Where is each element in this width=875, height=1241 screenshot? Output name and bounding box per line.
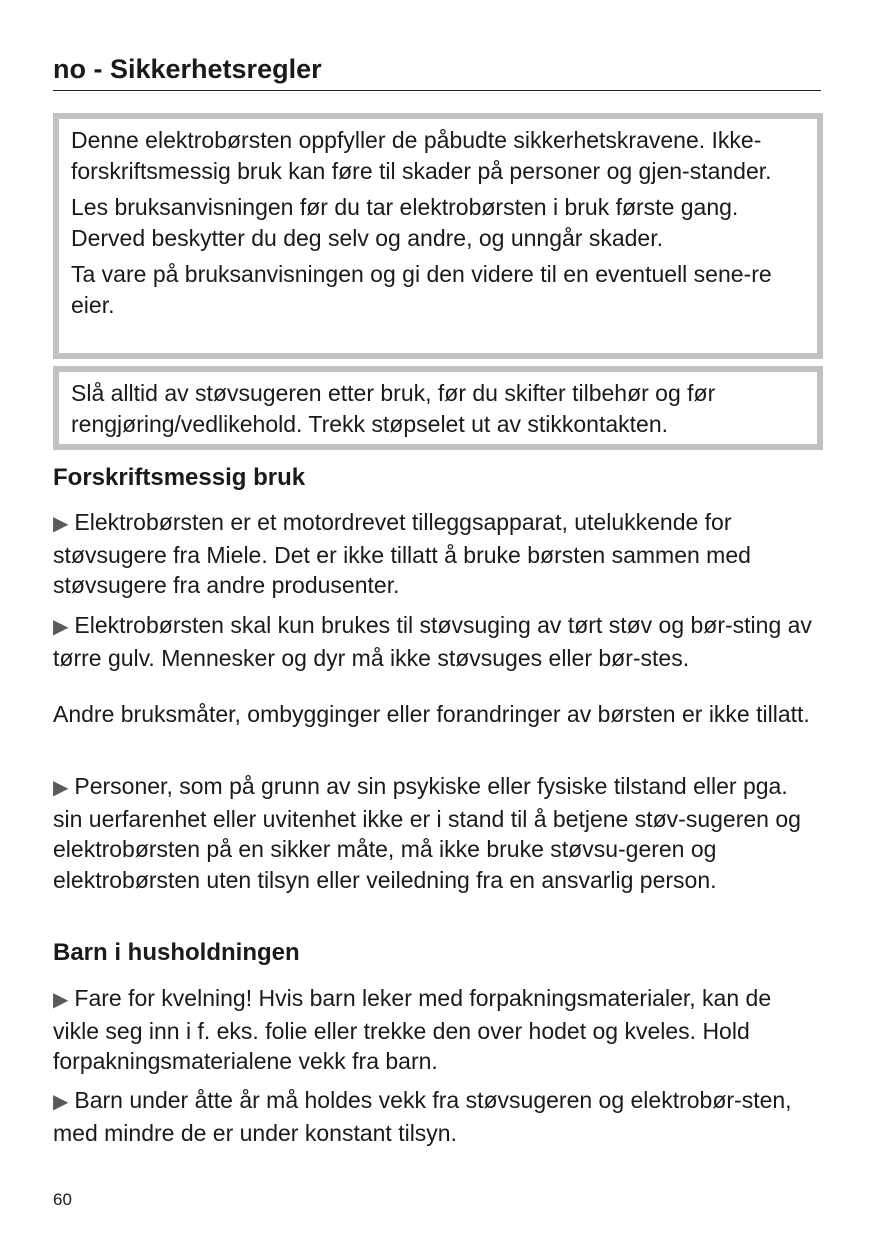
bullet-arrow-icon: ▶ xyxy=(53,616,69,638)
bullet-item: ▶ Fare for kvelning! Hvis barn leker med forpakningsmaterialer, kan de vikle seg inn i f. eks. folie eller trekke den over hodet og kveles. Hold forpakningsmaterialene vekk fra barn. xyxy=(53,985,772,1074)
bullet-arrow-icon: ▶ xyxy=(53,989,69,1011)
warning-paragraph: Ta vare på bruksanvisningen og gi den videre til en eventuell sene-re eier. xyxy=(71,261,772,318)
page-title: no - Sikkerhetsregler xyxy=(53,52,821,91)
bullet-arrow-icon: ▶ xyxy=(53,513,69,535)
notice-text: Slå alltid av støvsugeren etter bruk, før du skifter tilbehør og før rengjøring/vedlikehold. Trekk støpselet ut av stikkontakten. xyxy=(71,380,716,437)
section-heading-children: Barn i husholdningen xyxy=(53,939,300,966)
section-heading-usage: Forskriftsmessig bruk xyxy=(53,464,306,491)
bullet-item: ▶ Elektrobørsten skal kun brukes til støvsuging av tørt støv og bør-sting av tørre gulv. Mennesker og dyr må ikke støvsuges eller bør-stes. xyxy=(53,612,812,671)
bullet-arrow-icon: ▶ xyxy=(53,777,69,799)
bullet-item: ▶ Personer, som på grunn av sin psykiske eller fysiske tilstand eller pga. sin uerfarenhet eller uvitenhet ikke er i stand til å betjene støv-sugeren og elektrobørsten på en sikker måte, må ikke bruke støvsu-geren og elektrobørsten uten tilsyn eller veiledning fra en ansvarlig person. xyxy=(53,773,801,893)
bullet-item: ▶ Elektrobørsten er et motordrevet tilleggsapparat, utelukkende for støvsugere fra Miele. Det er ikke tillatt å bruke børsten sammen med støvsugere fra andre produsenter. xyxy=(53,509,751,598)
continuation-text: Andre bruksmåter, ombygginger eller forandringer av børsten er ikke tillatt. xyxy=(53,701,810,727)
warning-box xyxy=(53,113,823,359)
bullet-item: ▶ Barn under åtte år må holdes vekk fra støvsugeren og elektrobør-sten, med mindre de er under konstant tilsyn. xyxy=(53,1087,792,1146)
notice-box xyxy=(53,366,823,450)
bullet-arrow-icon: ▶ xyxy=(53,1091,69,1113)
page-number: 60 xyxy=(53,1190,72,1209)
warning-paragraph: Les bruksanvisningen før du tar elektrobørsten i bruk første gang. Derved beskytter du deg selv og andre, og unngår skader. xyxy=(71,194,739,251)
warning-paragraph: Denne elektrobørsten oppfyller de påbudte sikkerhetskravene. Ikke-forskriftsmessig bruk kan føre til skader på personer og gjen-stander. xyxy=(71,127,772,184)
